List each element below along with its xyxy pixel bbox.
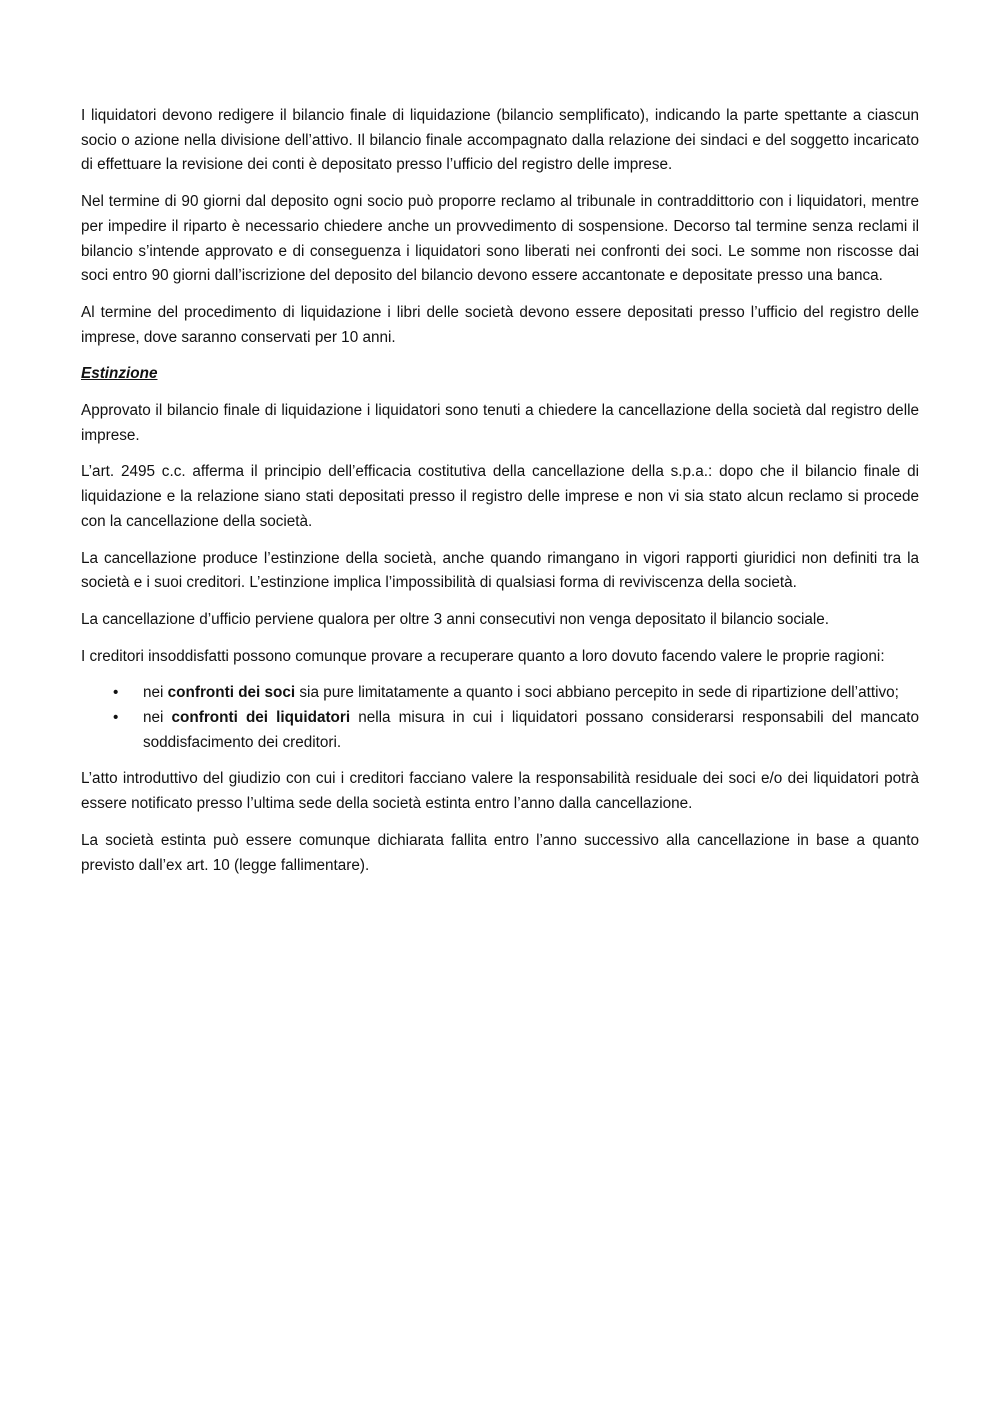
paragraph: Nel termine di 90 giorni dal deposito ogni socio può proporre reclamo al tribunale in contraddittorio con i liquidatori, mentre per impedire il riparto è necessario chiedere anche un provvedimento di sospensione. Decorso tal termine senza reclami il bilancio s’intende approvato e di conseguenza i liquidatori sono liberati nei confronti dei soci. Le somme non riscosse dai soci entro 90 giorni dall’iscrizione del deposito del bilancio devono essere accantonate e depositate presso una banca. <box>81 193 919 285</box>
list-item-bold: confronti dei liquidatori <box>171 709 351 727</box>
list-item-text: sia pure limitatamente a quanto i soci abbiano percepito in sede di ripartizione dell’attivo; <box>295 684 899 702</box>
paragraph: Approvato il bilancio finale di liquidazione i liquidatori sono tenuti a chiedere la cancellazione della società dal registro delle imprese. <box>81 402 919 444</box>
paragraph: L’atto introduttivo del giudizio con cui i creditori facciano valere la responsabilità residuale dei soci e/o dei liquidatori potrà essere notificato presso l’ultima sede della società estinta entro l’anno dalla cancellazione. <box>81 770 919 813</box>
paragraph: L’art. 2495 c.c. afferma il principio dell’efficacia costitutiva della cancellazione della s.p.a.: dopo che il bilancio finale di liquidazione e la relazione siano stati depositati presso il registro delle imprese e non vi sia stato alcun reclamo si procede con la cancellazione della società. <box>81 463 919 530</box>
paragraph: I creditori insoddisfatti possono comunque provare a recuperare quanto a loro dovuto facendo valere le proprie ragioni: <box>81 647 885 665</box>
list-item <box>113 706 919 755</box>
list-item-prefix: nei <box>143 709 172 727</box>
paragraph: Al termine del procedimento di liquidazione i libri delle società devono essere depositati presso l’ufficio del registro delle imprese, dove saranno conservati per 10 anni. <box>81 303 919 346</box>
bullet-marker: • <box>113 709 119 727</box>
bullet-marker: • <box>113 684 119 702</box>
document-page <box>81 104 919 890</box>
list-item-text: nella misura in cui i liquidatori possano considerarsi responsabili del mancato soddisfacimento dei creditori. <box>143 709 919 751</box>
paragraph: La società estinta può essere comunque dichiarata fallita entro l’anno successivo alla cancellazione in base a quanto previsto dall’ex art. 10 (legge fallimentare). <box>81 831 919 874</box>
list-item <box>113 681 919 706</box>
list-item-prefix: nei <box>143 684 168 702</box>
section-heading: Estinzione <box>81 365 158 383</box>
bullet-list <box>81 681 919 755</box>
list-item-bold: confronti dei soci <box>167 684 296 702</box>
paragraph: I liquidatori devono redigere il bilancio finale di liquidazione (bilancio semplificato), indicando la parte spettante a ciascun socio o azione nella divisione dell’attivo. Il bilancio finale accompagnato dalla relazione dei sindaci e del soggetto incaricato di effettuare la revisione dei conti è depositato presso l’ufficio del registro delle imprese. <box>81 107 919 174</box>
paragraph: La cancellazione d’ufficio perviene qualora per oltre 3 anni consecutivi non venga depositato il bilancio sociale. <box>81 610 830 628</box>
paragraph: La cancellazione produce l’estinzione della società, anche quando rimangano in vigori rapporti giuridici non definiti tra la società e i suoi creditori. L’estinzione implica l’impossibilità di qualsiasi forma di reviviscenza della società. <box>81 549 919 592</box>
